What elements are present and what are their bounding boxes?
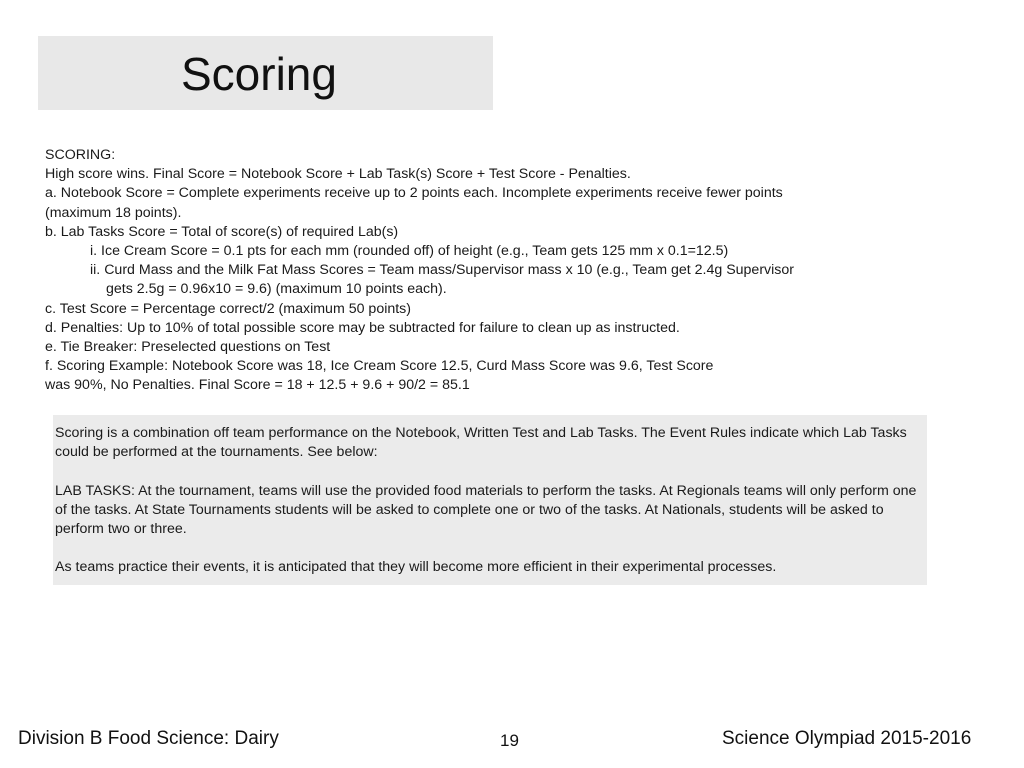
- slide-title: Scoring: [181, 48, 337, 100]
- footer-organization: Science Olympiad 2015-2016: [722, 728, 972, 749]
- rules-line: SCORING:: [45, 147, 116, 163]
- note-box: [53, 415, 927, 585]
- rules-line: gets 2.5g = 0.96x10 = 9.6) (maximum 10 points each).: [106, 281, 447, 298]
- rules-line: c. Test Score = Percentage correct/2 (maximum 50 points): [45, 300, 412, 317]
- rules-line: ii. Curd Mass and the Milk Fat Mass Scores = Team mass/Supervisor mass x 10 (e.g., Team get 2.4g Supervisor: [90, 262, 795, 279]
- note-paragraph: Scoring is a combination off team performance on the Notebook, Written Test and Lab Tasks. The Event Rules indicate which Lab Tasks could be performed at the tournaments. See below:: [55, 425, 907, 461]
- rules-line: f. Scoring Example: Notebook Score was 18, Ice Cream Score 12.5, Curd Mass Score was 9.6, Test Score: [45, 358, 714, 375]
- scoring-rules: [45, 146, 945, 396]
- rules-line: was 90%, No Penalties. Final Score = 18 + 12.5 + 9.6 + 90/2 = 85.1: [45, 377, 470, 394]
- note-paragraph: LAB TASKS: At the tournament, teams will use the provided food materials to perform the tasks. At Regionals teams will only perform one of the tasks. At State Tournaments students will be asked to complete one or two of the tasks. At Nationals, students will be asked to perform two or three.: [55, 482, 917, 537]
- footer-page-number: 19: [500, 731, 519, 750]
- rules-line: (maximum 18 points).: [45, 204, 182, 221]
- rules-line: a. Notebook Score = Complete experiments receive up to 2 points each. Incomplete experiments receive fewer points: [45, 185, 783, 202]
- rules-line: i. Ice Cream Score = 0.1 pts for each mm (rounded off) of height (e.g., Team gets 125 mm x 0.1=12.5): [90, 243, 729, 260]
- rules-line: d. Penalties: Up to 10% of total possible score may be subtracted for failure to clean up as instructed.: [45, 319, 680, 336]
- footer-event-name: Division B Food Science: Dairy: [18, 728, 279, 749]
- rules-line: High score wins. Final Score = Notebook Score + Lab Task(s) Score + Test Score - Penalties.: [45, 166, 631, 183]
- note-paragraph: As teams practice their events, it is anticipated that they will become more efficient in their experimental processes.: [55, 559, 777, 576]
- note-content: [55, 424, 921, 597]
- rules-line: e. Tie Breaker: Preselected questions on Test: [45, 339, 331, 356]
- rules-line: b. Lab Tasks Score = Total of score(s) of required Lab(s): [45, 223, 399, 240]
- title-box: [38, 36, 493, 110]
